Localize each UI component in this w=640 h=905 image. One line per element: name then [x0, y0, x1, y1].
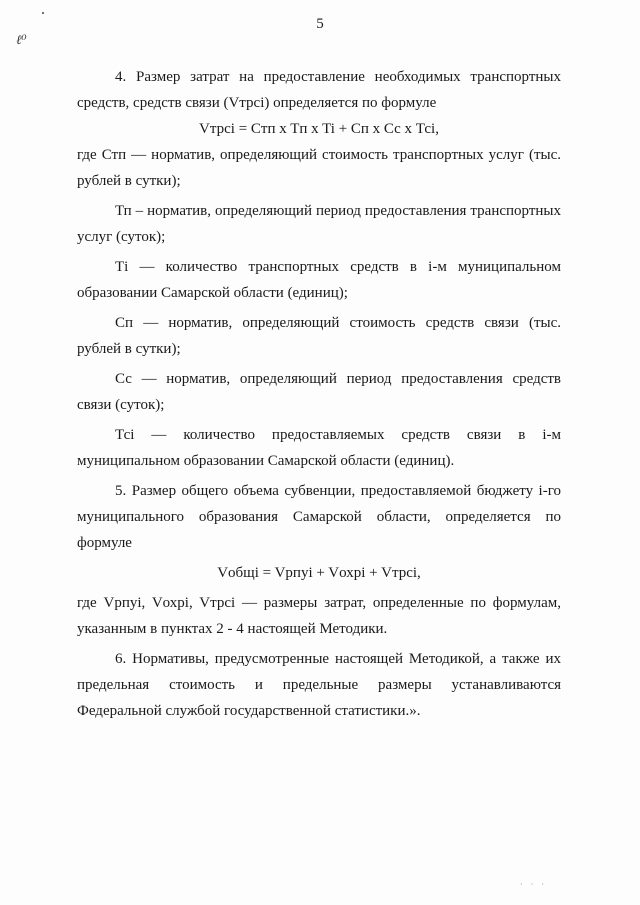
page-number: 5: [316, 16, 324, 32]
scan-dot: [42, 12, 44, 14]
handwritten-margin-mark: ℓ⁰: [16, 32, 27, 47]
paragraph-5-intro: 5. Размер общего объема субвенции, предоставляемой бюджету i-го муниципального образования Самарской области, определяется по формуле: [77, 483, 561, 551]
document-body: [77, 64, 561, 724]
paragraph-4-intro: 4. Размер затрат на предоставление необходимых транспортных средств, средств связи (Vтрсi) определяется по формуле: [77, 69, 561, 111]
definition-sp: Сп — норматив, определяющий стоимость средств связи (тыс. рублей в сутки);: [77, 315, 561, 357]
definition-v-terms: где Vрпуi, Vохрi, Vтрсi — размеры затрат, определенные по формулам, указанным в пунктах 2 - 4 настоящей Методики.: [77, 595, 561, 637]
definition-ti: Тi — количество транспортных средств в i-м муниципальном образовании Самарской области (единиц);: [77, 259, 561, 301]
scan-noise-marks: · · ·: [520, 880, 547, 889]
definition-tp: Тп – норматив, определяющий период предоставления транспортных услуг (суток);: [77, 203, 561, 245]
definition-ctp: где Стп — норматив, определяющий стоимость транспортных услуг (тыс. рублей в сутки);: [77, 147, 561, 189]
formula-vobshi: Vобщi = Vрпуi + Vохрi + Vтрсi,: [217, 565, 421, 581]
paragraph-6: 6. Нормативы, предусмотренные настоящей Методикой, а также их предельная стоимость и предельные размеры устанавливаются Федеральной службой государственной статистики.».: [77, 651, 561, 719]
definition-ss: Сс — норматив, определяющий период предоставления средств связи (суток);: [77, 371, 561, 413]
definition-tsi: Тсi — количество предоставляемых средств связи в i-м муниципальном образовании Самарской области (единиц).: [77, 427, 561, 469]
formula-vtrsi: Vтрсi = Cтп x Tп x Ti + Сп x Сс x Тсi,: [199, 121, 439, 137]
